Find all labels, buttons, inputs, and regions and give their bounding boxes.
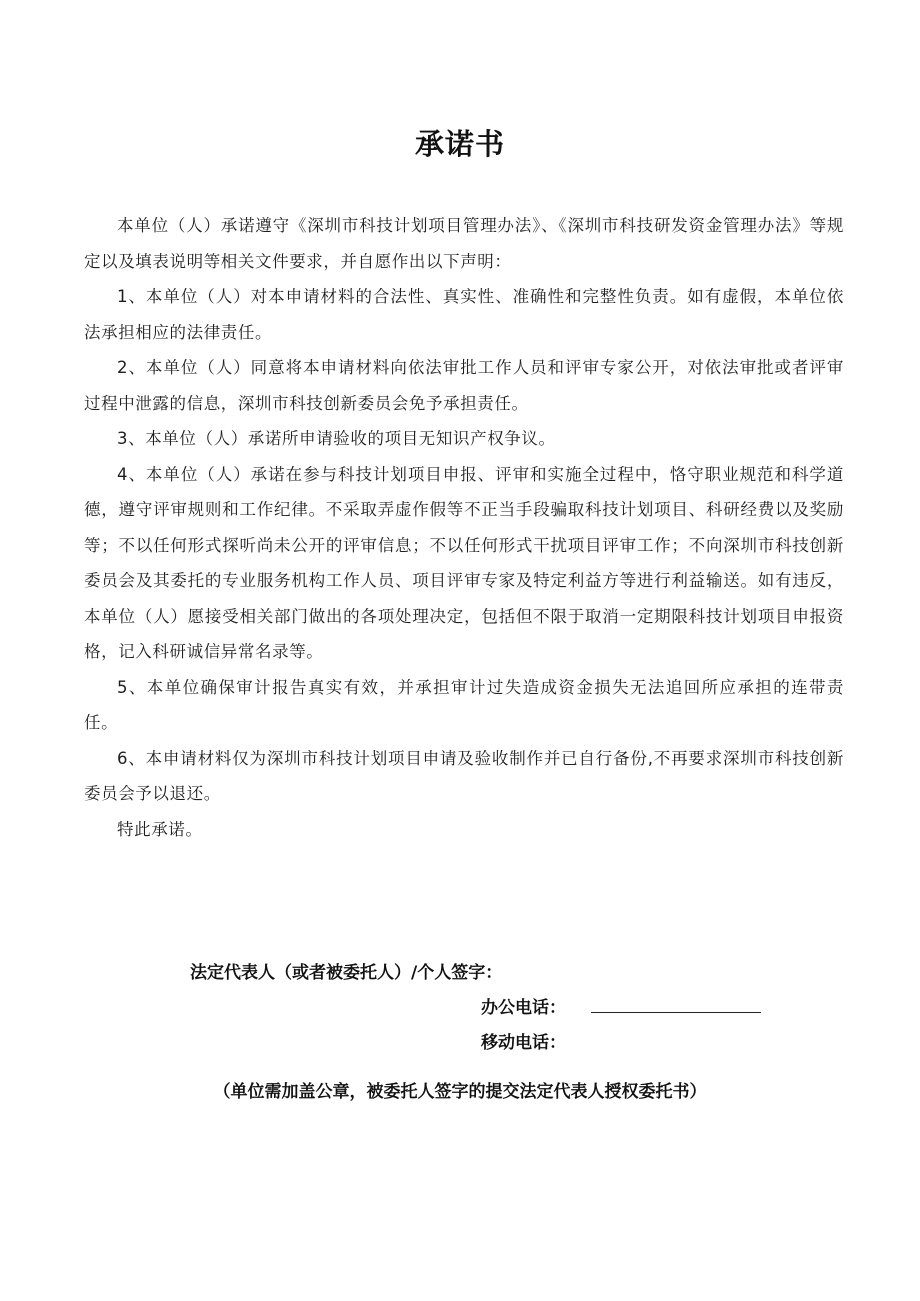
clause-4-paragraph: 4、本单位（人）承诺在参与科技计划项目申报、评审和实施全过程中，恪守职业规范和科学道德，遵守评审规则和工作纪律。不采取弄虚作假等不正当手段骗取科技计划项目、科研经费以及奖励等；不以任何形式探听尚未公开的评审信息；不以任何形式干扰项目评审工作；不向深圳市科技创新委员会及其委托的专业服务机构工作人员、项目评审专家及特定利益方等进行利益输送。如有违反，本单位（人）愿接受相关部门做出的各项处理决定，包括但不限于取消一定期限科技计划项目申报资格，记入科研诚信异常名录等。 (84, 464, 844, 661)
mobile-phone-label: 移动电话： (481, 1033, 566, 1053)
representative-signature-label: 法定代表人（或者被委托人）/个人签字： (190, 963, 503, 983)
intro-paragraph: 本单位（人）承诺遵守《深圳市科技计划项目管理办法》、《深圳市科技研发资金管理办法》等规定以及填表说明等相关文件要求，并自愿作出以下声明： (84, 216, 844, 271)
clause-5-paragraph: 5、本单位确保审计报告真实有效，并承担审计过失造成资金损失无法追回所应承担的连带责任。 (84, 677, 844, 732)
page-title: 承诺书 (414, 127, 505, 161)
closing-paragraph: 特此承诺。 (117, 819, 203, 839)
seal-note: （单位需加盖公章，被委托人签字的提交法定代表人授权委托书） (213, 1082, 707, 1102)
clause-3-paragraph: 3、本单位（人）承诺所申请验收的项目无知识产权争议。 (117, 429, 556, 448)
commitment-body (84, 208, 844, 847)
clause-1-paragraph: 1、本单位（人）对本申请材料的合法性、真实性、准确性和完整性负责。如有虚假，本单位依法承担相应的法律责任。 (84, 287, 844, 342)
clause-6-paragraph: 6、本申请材料仅为深圳市科技计划项目申请及验收制作并已自行备份,不再要求深圳市科技创新委员会予以退还。 (84, 748, 844, 803)
clause-2-paragraph: 2、本单位（人）同意将本申请材料向依法审批工作人员和评审专家公开，对依法审批或者评审过程中泄露的信息，深圳市科技创新委员会免予承担责任。 (84, 358, 844, 413)
office-phone-blank-line (591, 1012, 761, 1013)
office-phone-label: 办公电话： (481, 998, 566, 1018)
